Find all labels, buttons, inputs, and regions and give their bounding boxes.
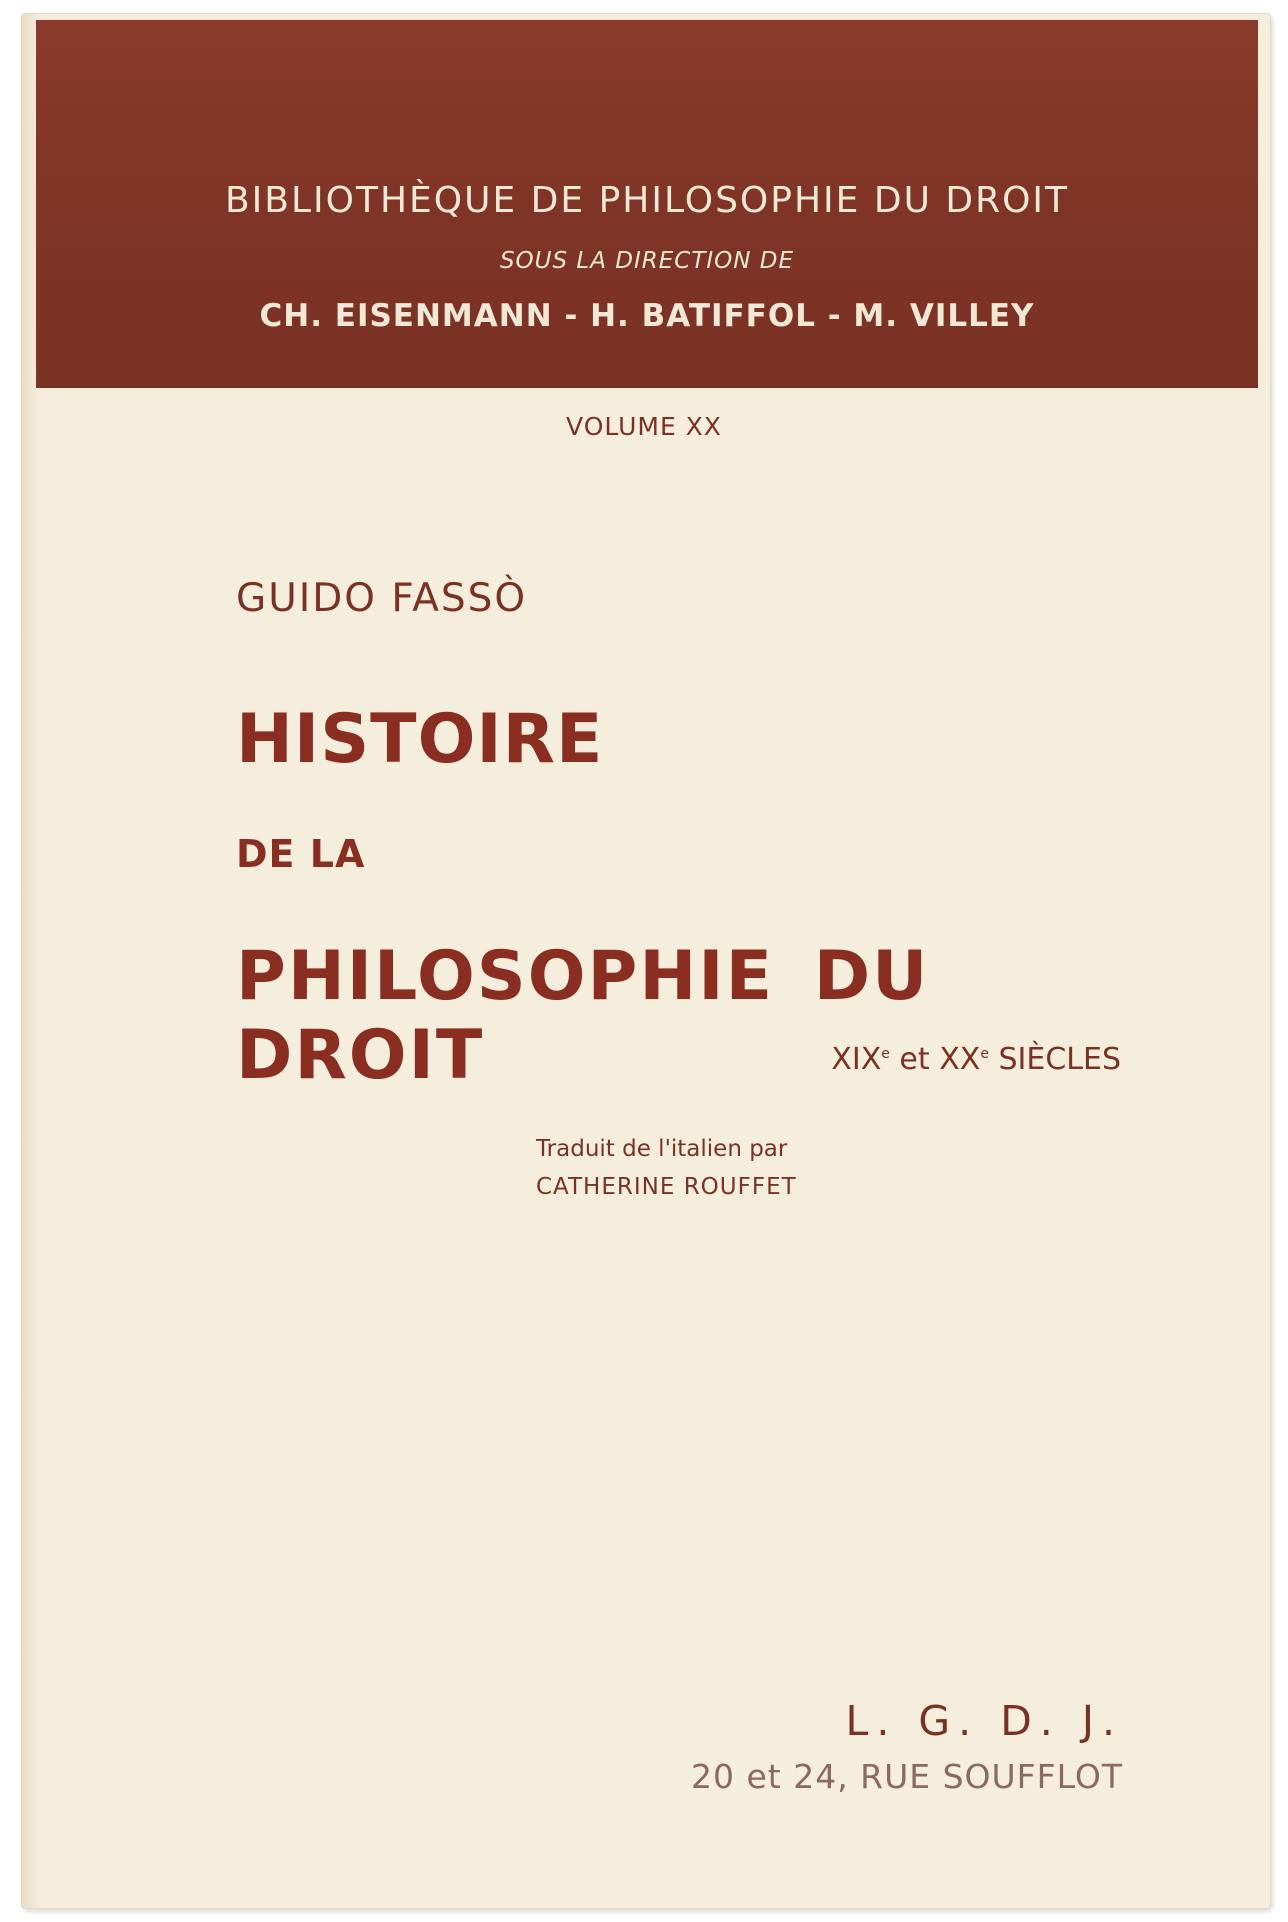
translation-label: Traduit de l'italien par: [536, 1136, 788, 1162]
century-first: XIX: [831, 1042, 882, 1077]
translator-name: CATHERINE ROUFFET: [536, 1174, 797, 1200]
century-first-sup: e: [881, 1046, 890, 1062]
centuries-subtitle: [831, 1042, 1121, 1077]
publisher-address: 20 et 24, RUE SOUFFLOT: [691, 1757, 1123, 1796]
century-second-sup: e: [980, 1046, 989, 1062]
direction-label: SOUS LA DIRECTION DE: [499, 248, 795, 274]
title-line-1: HISTOIRE: [236, 700, 604, 779]
century-word: SIÈCLES: [998, 1042, 1121, 1077]
volume-number: VOLUME XX: [566, 412, 722, 441]
century-second: XX: [939, 1042, 981, 1077]
series-band: [36, 20, 1258, 388]
title-line-2: DE LA: [236, 832, 366, 876]
publisher-name: L. G. D. J.: [845, 1697, 1123, 1745]
century-conj: et: [899, 1042, 930, 1077]
directors: CH. EISENMANN - H. BATIFFOL - M. VILLEY: [259, 298, 1035, 334]
series-title: BIBLIOTHÈQUE DE PHILOSOPHIE DU DROIT: [224, 180, 1070, 221]
author-name: GUIDO FASSÒ: [236, 576, 528, 621]
title-line-3: PHILOSOPHIE DU DROIT: [236, 937, 930, 1095]
